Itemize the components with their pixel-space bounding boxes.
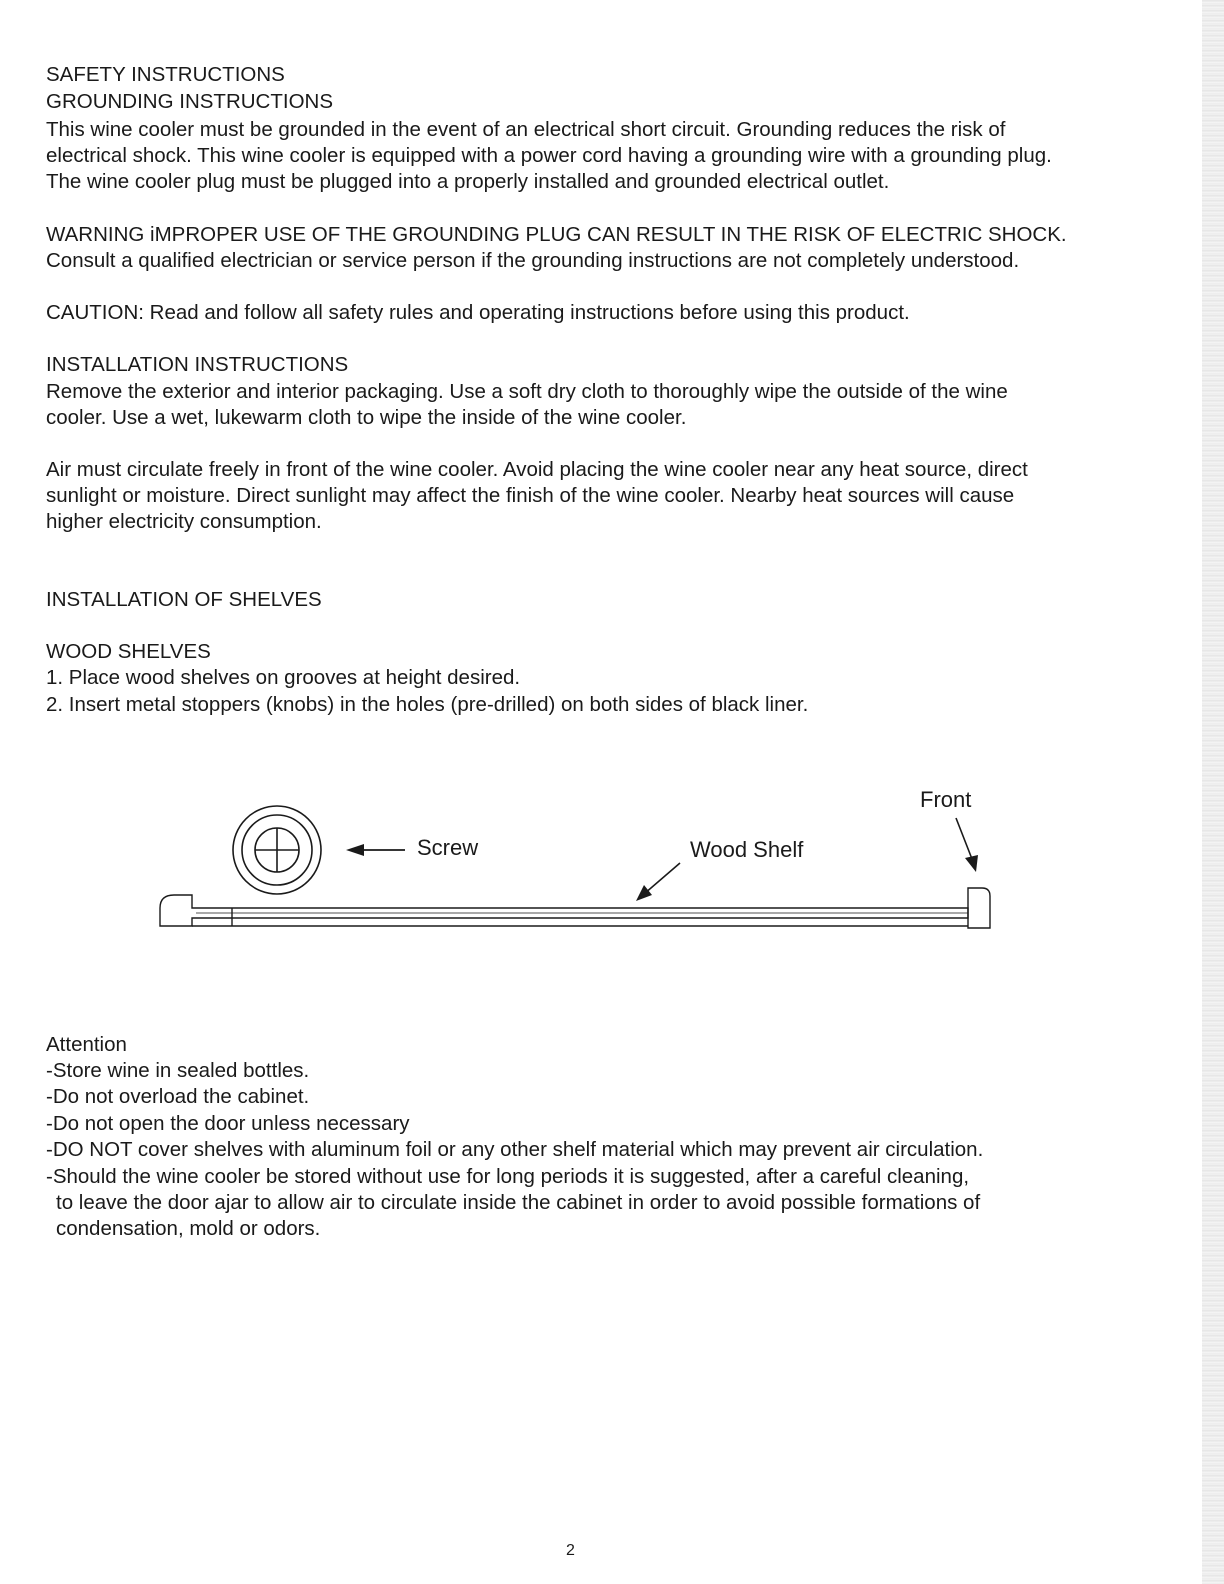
paragraph-line: Consult a qualified electrician or service person if the grounding instructions are not completely understood. bbox=[46, 249, 1020, 272]
screw-icon bbox=[233, 806, 321, 894]
front-arrow bbox=[956, 818, 978, 872]
list-item: -Do not open the door unless necessary bbox=[46, 1112, 410, 1135]
list-item: 2. Insert metal stoppers (knobs) in the holes (pre-drilled) on both sides of black liner. bbox=[46, 693, 809, 716]
list-item: -Should the wine cooler be stored without use for long periods it is suggested, after a careful cleaning, bbox=[46, 1165, 970, 1188]
paragraph-line: cooler. Use a wet, lukewarm cloth to wipe the inside of the wine cooler. bbox=[46, 406, 687, 429]
page-number: 2 bbox=[566, 1542, 575, 1559]
shelf-diagram bbox=[150, 780, 1010, 940]
list-item: -DO NOT cover shelves with aluminum foil or any other shelf material which may prevent air circulation. bbox=[46, 1138, 984, 1161]
warning-line: WARNING iMPROPER USE OF THE GROUNDING PLUG CAN RESULT IN THE RISK OF ELECTRIC SHOCK. bbox=[46, 223, 1067, 246]
caution-line: CAUTION: Read and follow all safety rules and operating instructions before using this product. bbox=[46, 301, 910, 324]
heading-wood-shelves: WOOD SHELVES bbox=[46, 640, 211, 663]
list-item-continuation: condensation, mold or odors. bbox=[56, 1217, 321, 1240]
heading-shelves: INSTALLATION OF SHELVES bbox=[46, 588, 322, 611]
paragraph-line: This wine cooler must be grounded in the event of an electrical short circuit. Grounding reduces the risk of bbox=[46, 118, 1006, 141]
screw-label: Screw bbox=[417, 835, 479, 860]
heading-attention: Attention bbox=[46, 1033, 127, 1056]
heading-safety: SAFETY INSTRUCTIONS bbox=[46, 63, 285, 86]
heading-grounding: GROUNDING INSTRUCTIONS bbox=[46, 90, 333, 113]
paragraph-line: sunlight or moisture. Direct sunlight may affect the finish of the wine cooler. Nearby heat sources will cause bbox=[46, 484, 1015, 507]
paragraph-line: Remove the exterior and interior packaging. Use a soft dry cloth to thoroughly wipe the outside of the wine bbox=[46, 380, 1008, 403]
scan-edge bbox=[1202, 0, 1224, 1584]
shelf-arrow bbox=[636, 863, 680, 901]
list-item: -Store wine in sealed bottles. bbox=[46, 1059, 310, 1082]
paragraph-line: electrical shock. This wine cooler is equipped with a power cord having a grounding wire with a grounding plug. bbox=[46, 144, 1052, 167]
heading-installation: INSTALLATION INSTRUCTIONS bbox=[46, 353, 349, 376]
list-item: -Do not overload the cabinet. bbox=[46, 1085, 310, 1108]
screw-arrow bbox=[346, 844, 405, 856]
paragraph-line: higher electricity consumption. bbox=[46, 510, 322, 533]
paragraph-line: Air must circulate freely in front of the wine cooler. Avoid placing the wine cooler near any heat source, direct bbox=[46, 458, 1028, 481]
list-item-continuation: to leave the door ajar to allow air to circulate inside the cabinet in order to avoid possible formations of bbox=[56, 1191, 981, 1214]
wood-shelf-label: Wood Shelf bbox=[690, 837, 804, 862]
list-item: 1. Place wood shelves on grooves at height desired. bbox=[46, 666, 521, 689]
paragraph-line: The wine cooler plug must be plugged into a properly installed and grounded electrical outlet. bbox=[46, 170, 890, 193]
front-label: Front bbox=[920, 787, 972, 812]
shelf-diagram-drawing bbox=[150, 780, 1010, 940]
